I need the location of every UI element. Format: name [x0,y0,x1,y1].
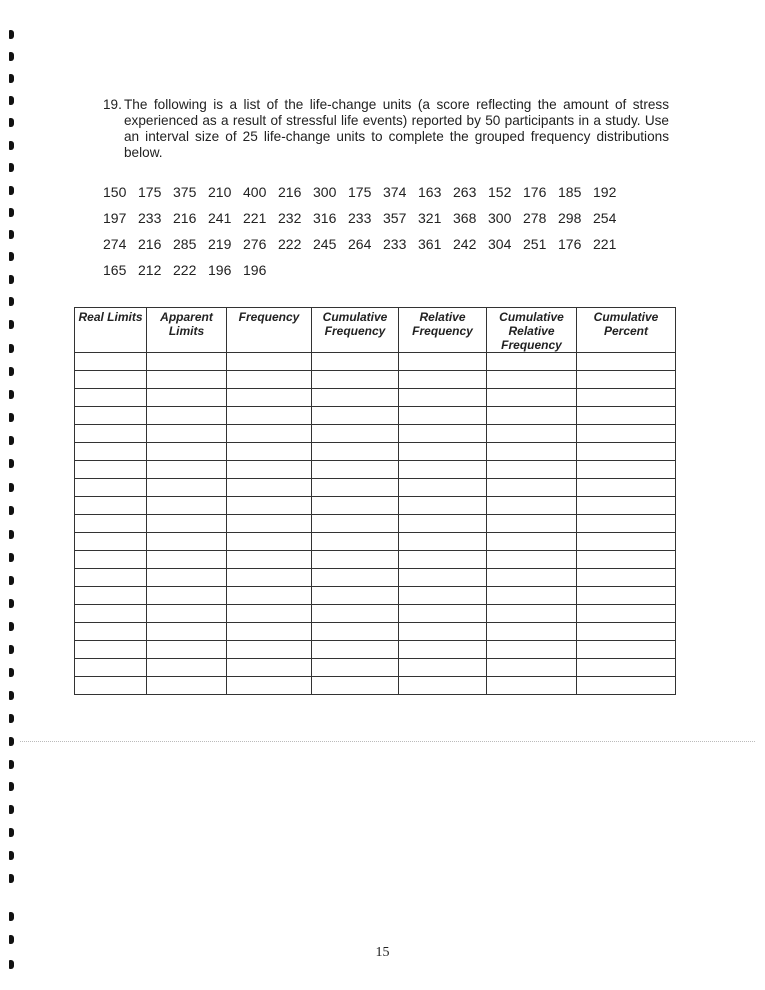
binder-hole [9,252,14,261]
score-value: 233 [138,210,162,226]
table-cell[interactable] [577,659,676,677]
table-cell[interactable] [577,623,676,641]
table-row [75,443,676,461]
table-cell[interactable] [147,461,227,479]
table-cell[interactable] [147,623,227,641]
header-apparent-limits: Apparent Limits [147,308,227,353]
table-row [75,623,676,641]
table-cell[interactable] [577,497,676,515]
table-cell[interactable] [487,551,577,569]
score-value: 298 [558,210,582,226]
table-cell[interactable] [487,659,577,677]
table-cell[interactable] [312,389,399,407]
binder-hole [9,737,14,746]
table-cell[interactable] [312,551,399,569]
table-row [75,353,676,371]
score-value: 196 [243,262,267,278]
table-cell[interactable] [399,425,487,443]
table-cell[interactable] [75,353,147,371]
score-value: 221 [593,236,617,252]
table-cell[interactable] [577,677,676,695]
table-cell[interactable] [147,551,227,569]
score-value: 222 [278,236,302,252]
table-cell[interactable] [577,461,676,479]
binder-hole [9,118,14,127]
score-value: 163 [418,184,442,200]
binder-hole [9,436,14,445]
table-cell[interactable] [577,443,676,461]
table-cell[interactable] [577,641,676,659]
header-real-limits: Real Limits [75,308,147,353]
binder-hole [9,96,14,105]
score-list [103,184,628,288]
binder-hole [9,52,14,61]
binder-hole [9,163,14,172]
table-cell[interactable] [147,659,227,677]
score-value: 176 [558,236,582,252]
score-value: 175 [348,184,372,200]
table-cell[interactable] [487,533,577,551]
binder-hole [9,275,14,284]
score-value: 233 [348,210,372,226]
score-value: 300 [313,184,337,200]
question-number: 19. [103,97,122,112]
score-value: 242 [453,236,477,252]
table-cell[interactable] [227,569,312,587]
score-value: 152 [488,184,512,200]
table-row [75,425,676,443]
binder-hole [9,208,14,217]
table-cell[interactable] [312,425,399,443]
score-value: 232 [278,210,302,226]
binder-hole [9,828,14,837]
table-cell[interactable] [312,515,399,533]
table-cell[interactable] [487,497,577,515]
binder-hole [9,622,14,631]
score-value: 216 [278,184,302,200]
table-cell[interactable] [577,353,676,371]
table-cell[interactable] [312,641,399,659]
table-cell[interactable] [312,443,399,461]
table-row [75,641,676,659]
table-cell[interactable] [577,569,676,587]
table-cell[interactable] [399,515,487,533]
header-frequency: Frequency [227,308,312,353]
table-body [75,353,676,695]
score-value: 176 [523,184,547,200]
table-cell[interactable] [399,551,487,569]
header-cumulative-frequency: Cumulative Frequency [312,308,399,353]
table-cell[interactable] [147,605,227,623]
score-value: 197 [103,210,127,226]
score-row [103,184,628,210]
table-cell[interactable] [577,551,676,569]
binder-hole [9,459,14,468]
score-value: 196 [208,262,232,278]
table-cell[interactable] [577,425,676,443]
table-cell[interactable] [399,641,487,659]
score-value: 264 [348,236,372,252]
table-cell[interactable] [147,353,227,371]
binder-hole [9,645,14,654]
score-value: 175 [138,184,162,200]
table-cell[interactable] [227,677,312,695]
table-cell[interactable] [312,677,399,695]
table-header-row [75,308,676,353]
table-cell[interactable] [147,515,227,533]
score-value: 368 [453,210,477,226]
table-row [75,461,676,479]
score-value: 278 [523,210,547,226]
table-row [75,497,676,515]
table-cell[interactable] [399,677,487,695]
binder-hole [9,874,14,883]
binder-hole [9,935,14,944]
table-cell[interactable] [312,587,399,605]
binder-hole [9,186,14,195]
table-cell[interactable] [75,569,147,587]
table-cell[interactable] [227,443,312,461]
table-row [75,533,676,551]
table-row [75,677,676,695]
binder-hole [9,30,14,39]
score-value: 400 [243,184,267,200]
table-cell[interactable] [487,479,577,497]
table-cell[interactable] [227,605,312,623]
score-value: 254 [593,210,617,226]
table-cell[interactable] [147,641,227,659]
binder-hole [9,782,14,791]
question-text: The following is a list of the life-change units (a score reflecting the amount of stress experienced as a result of stressful life events) reported by 50 participants in a study. Use an interval size of 25 life-change units to complete the grouped frequency distributions below. [124,97,669,160]
score-value: 212 [138,262,162,278]
score-value: 233 [383,236,407,252]
table-cell[interactable] [75,677,147,695]
table-row [75,569,676,587]
table-cell[interactable] [75,659,147,677]
table-cell[interactable] [487,371,577,389]
table-cell[interactable] [312,605,399,623]
table-cell[interactable] [147,407,227,425]
table-cell[interactable] [147,443,227,461]
page-number: 15 [375,945,390,960]
binder-hole [9,691,14,700]
table-cell[interactable] [75,641,147,659]
table-cell[interactable] [487,605,577,623]
table-cell[interactable] [399,443,487,461]
table-cell[interactable] [227,371,312,389]
table-cell[interactable] [487,587,577,605]
table-cell[interactable] [399,623,487,641]
table-cell[interactable] [227,641,312,659]
table-cell[interactable] [75,587,147,605]
table-cell[interactable] [487,569,577,587]
table-cell[interactable] [577,479,676,497]
binder-hole [9,506,14,515]
score-value: 374 [383,184,407,200]
table-cell[interactable] [312,479,399,497]
score-value: 216 [138,236,162,252]
score-value: 285 [173,236,197,252]
header-cumulative-relative-frequency: Cumulative Relative Frequency [487,308,577,353]
binder-hole [9,297,14,306]
table-cell[interactable] [227,353,312,371]
table-cell[interactable] [75,461,147,479]
score-value: 185 [558,184,582,200]
table-cell[interactable] [227,407,312,425]
binder-hole [9,74,14,83]
table-cell[interactable] [147,533,227,551]
table-row [75,587,676,605]
table-cell[interactable] [227,461,312,479]
table-cell[interactable] [75,425,147,443]
table-cell[interactable] [399,587,487,605]
table-cell[interactable] [75,371,147,389]
table-cell[interactable] [227,533,312,551]
binder-hole [9,668,14,677]
table-row [75,659,676,677]
table-cell[interactable] [399,569,487,587]
table-cell[interactable] [147,677,227,695]
score-value: 219 [208,236,232,252]
table-cell[interactable] [312,659,399,677]
table-row [75,371,676,389]
table-cell[interactable] [312,371,399,389]
table-cell[interactable] [487,461,577,479]
table-cell[interactable] [312,407,399,425]
table-cell[interactable] [487,641,577,659]
score-value: 210 [208,184,232,200]
table-cell[interactable] [227,497,312,515]
binder-hole [9,141,14,150]
score-value: 304 [488,236,512,252]
table-cell[interactable] [487,443,577,461]
binder-hole [9,483,14,492]
table-cell[interactable] [227,425,312,443]
score-value: 263 [453,184,477,200]
table-cell[interactable] [399,407,487,425]
table-cell[interactable] [75,515,147,533]
table-cell[interactable] [75,497,147,515]
score-value: 222 [173,262,197,278]
score-value: 245 [313,236,337,252]
score-value: 216 [173,210,197,226]
table-cell[interactable] [577,389,676,407]
header-relative-frequency: Relative Frequency [399,308,487,353]
score-value: 276 [243,236,267,252]
table-cell[interactable] [312,569,399,587]
table-cell[interactable] [487,515,577,533]
table-cell[interactable] [399,371,487,389]
binder-hole [9,553,14,562]
binder-holes [6,0,18,990]
table-cell[interactable] [399,461,487,479]
table-cell[interactable] [577,407,676,425]
score-value: 241 [208,210,232,226]
score-value: 357 [383,210,407,226]
binder-hole [9,912,14,921]
table-cell[interactable] [312,497,399,515]
score-value: 316 [313,210,337,226]
binder-hole [9,413,14,422]
table-cell[interactable] [487,353,577,371]
table-cell[interactable] [75,533,147,551]
table-cell[interactable] [577,533,676,551]
table-row [75,389,676,407]
binder-hole [9,576,14,585]
score-value: 274 [103,236,127,252]
binder-hole [9,714,14,723]
score-value: 300 [488,210,512,226]
table-row [75,407,676,425]
binder-hole [9,530,14,539]
table-cell[interactable] [487,389,577,407]
table-cell[interactable] [147,425,227,443]
table-cell[interactable] [75,443,147,461]
table-cell[interactable] [147,479,227,497]
table-cell[interactable] [227,515,312,533]
score-value: 192 [593,184,617,200]
binder-hole [9,367,14,376]
table-row [75,605,676,623]
table-cell[interactable] [399,497,487,515]
table-cell[interactable] [399,389,487,407]
binder-hole [9,344,14,353]
table-cell[interactable] [577,587,676,605]
binder-hole [9,599,14,608]
table-cell[interactable] [75,479,147,497]
score-value: 361 [418,236,442,252]
binder-hole [9,960,14,969]
table-cell[interactable] [147,371,227,389]
question-19 [103,97,669,161]
binder-hole [9,320,14,329]
binder-hole [9,230,14,239]
table-cell[interactable] [312,461,399,479]
table-row [75,515,676,533]
frequency-table [74,307,676,695]
table-cell[interactable] [147,497,227,515]
table-cell[interactable] [227,623,312,641]
table-cell[interactable] [227,551,312,569]
table-cell[interactable] [577,605,676,623]
dotted-divider [20,741,755,742]
table-cell[interactable] [312,533,399,551]
table-cell[interactable] [147,569,227,587]
score-row [103,210,628,236]
table-cell[interactable] [487,623,577,641]
score-value: 251 [523,236,547,252]
score-value: 375 [173,184,197,200]
table-cell[interactable] [399,605,487,623]
binder-hole [9,805,14,814]
table-cell[interactable] [312,623,399,641]
binder-hole [9,760,14,769]
table-cell[interactable] [75,551,147,569]
table-cell[interactable] [75,605,147,623]
table-cell[interactable] [577,515,676,533]
table-cell[interactable] [577,371,676,389]
table-cell[interactable] [399,533,487,551]
table-cell[interactable] [399,353,487,371]
binder-hole [9,390,14,399]
table-cell[interactable] [227,587,312,605]
table-cell[interactable] [487,677,577,695]
table-cell[interactable] [487,425,577,443]
table-cell[interactable] [227,389,312,407]
score-value: 165 [103,262,127,278]
score-value: 321 [418,210,442,226]
table-cell[interactable] [487,407,577,425]
header-cumulative-percent: Cumulative Percent [577,308,676,353]
table-cell[interactable] [147,389,227,407]
table-cell[interactable] [75,389,147,407]
table-cell[interactable] [399,659,487,677]
table-cell[interactable] [227,479,312,497]
table-cell[interactable] [75,407,147,425]
table-cell[interactable] [147,587,227,605]
score-row [103,262,628,288]
binder-hole [9,851,14,860]
table-cell[interactable] [227,659,312,677]
table-row [75,551,676,569]
score-row [103,236,628,262]
score-value: 150 [103,184,127,200]
table-cell[interactable] [312,353,399,371]
table-cell[interactable] [75,623,147,641]
table-row [75,479,676,497]
score-value: 221 [243,210,267,226]
table-cell[interactable] [399,479,487,497]
